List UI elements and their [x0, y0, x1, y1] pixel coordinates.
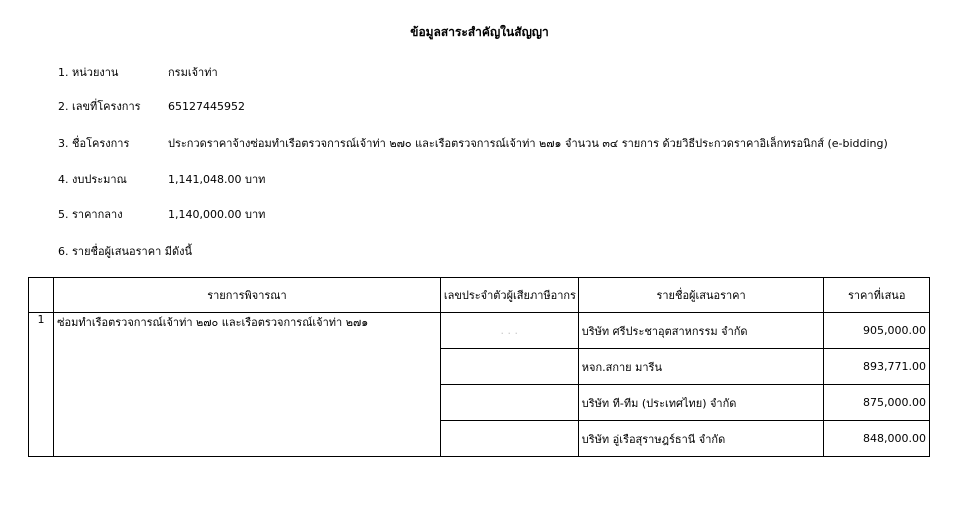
median-price-value: 1,140,000.00 บาท: [168, 208, 266, 221]
budget-value: 1,141,048.00 บาท: [168, 173, 266, 186]
tax-id-cell: . . .: [440, 313, 578, 349]
tax-id-cell: [440, 349, 578, 385]
project-name-value: ประกวดราคาจ้างซ่อมทำเรือตรวจการณ์เจ้าท่า ๒๗๐ และเรือตรวจการณ์เจ้าท่า ๒๗๑ จำนวน ๓๔ รายการ ด้วยวิธีประกวดราคาอิเล็กทรอนิกส์ (e-bidding): [168, 137, 888, 150]
project-name-label: 3. ชื่อโครงการ: [58, 137, 130, 150]
bid-price: 905,000.00: [824, 313, 930, 349]
bidder-name: บริษัท อู่เรือสุราษฎร์ธานี จำกัด: [578, 421, 824, 457]
bidder-name: หจก.สกาย มารีน: [578, 349, 824, 385]
budget-label: 4. งบประมาณ: [58, 173, 127, 186]
project-number-value: 65127445952: [168, 100, 245, 113]
tax-id-cell: [440, 385, 578, 421]
bidder-name: บริษัท ที-ทีม (ประเทศไทย) จำกัด: [578, 385, 824, 421]
bidders-heading: 6. รายชื่อผู้เสนอราคา มีดังนี้: [58, 245, 193, 258]
bid-price: 848,000.00: [824, 421, 930, 457]
document-title: ข้อมูลสาระสำคัญในสัญญา: [410, 25, 549, 39]
header-bidder: รายชื่อผู้เสนอราคา: [578, 278, 824, 313]
table-header-row: [29, 278, 930, 313]
bid-price: 875,000.00: [824, 385, 930, 421]
row-number: 1: [29, 313, 54, 457]
header-tax-id: เลขประจำตัวผู้เสียภาษีอากร: [440, 278, 578, 313]
header-price: ราคาที่เสนอ: [824, 278, 930, 313]
header-item: รายการพิจารณา: [54, 278, 441, 313]
tax-id-cell: [440, 421, 578, 457]
bidder-name: บริษัท ศรีประชาอุตสาหกรรม จำกัด: [578, 313, 824, 349]
item-description: ซ่อมทำเรือตรวจการณ์เจ้าท่า ๒๗๐ และเรือตรวจการณ์เจ้าท่า ๒๗๑: [54, 313, 441, 457]
table-row: [29, 313, 930, 349]
median-price-label: 5. ราคากลาง: [58, 208, 123, 221]
bid-price: 893,771.00: [824, 349, 930, 385]
agency-value: กรมเจ้าท่า: [168, 66, 218, 79]
agency-label: 1. หน่วยงาน: [58, 66, 119, 79]
bidders-table: [28, 277, 930, 457]
project-number-label: 2. เลขที่โครงการ: [58, 100, 141, 113]
header-no: [29, 278, 54, 313]
